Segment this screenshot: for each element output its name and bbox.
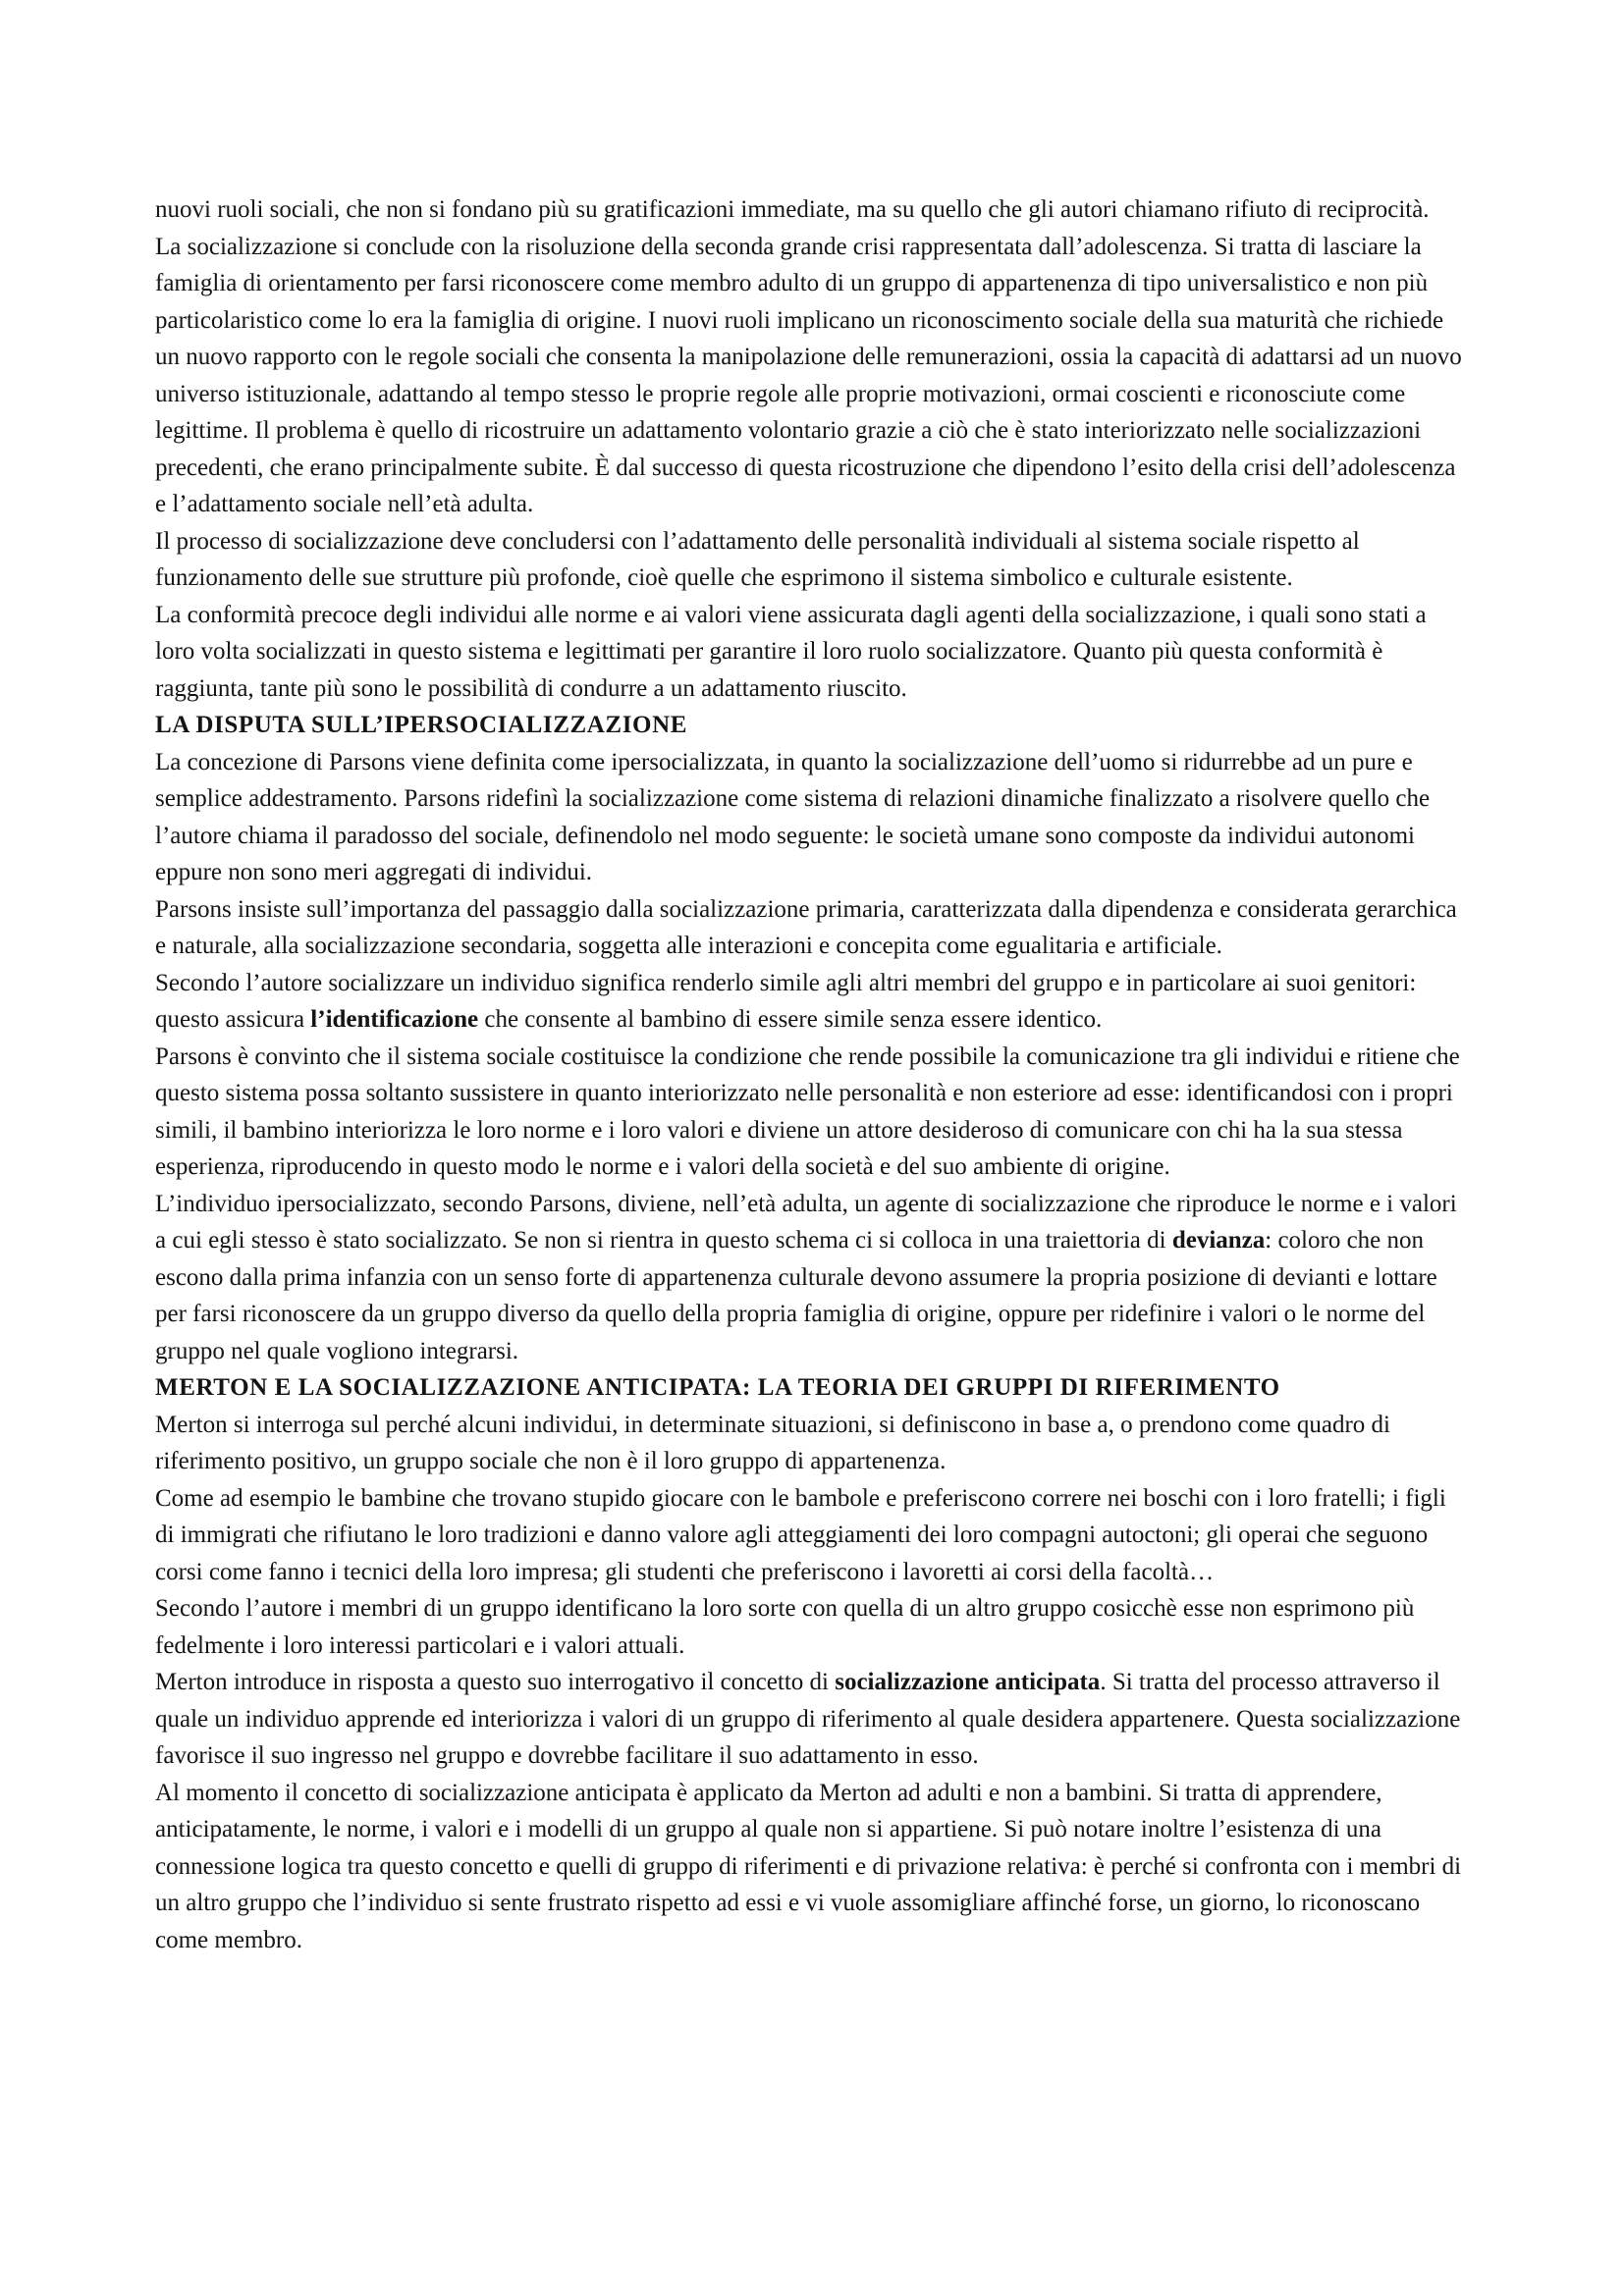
bold-term: devianza (1171, 1227, 1266, 1254)
paragraph-adolescence-crisis (155, 229, 1471, 523)
text-run: La socializzazione si conclude con la risoluzione della seconda grande crisi rappresentata dall’adolescenza. Si tratta di lasciare la famiglia di orientamento per farsi riconoscere come membro adulto di un gruppo di appartenenza di tipo universalistico e non più particolaristico come lo era la famiglia di origine. I nuovi ruoli implicano un riconoscimento sociale della sua maturità che richiede un nuovo rapporto con le regole sociali che consenta la manipolazione delle remunerazioni, ossia la capacità di adattarsi ad un nuovo universo istituzionale, adattando al tempo stesso le proprie regole alle proprie motivazioni, ormai coscienti e riconosciute come legittime. Il problema è quello di ricostruire un adattamento volontario grazie a ciò che è stato interiorizzato nelle socializzazioni precedenti, che erano principalmente subite. È dal successo di questa ricostruzione che dipendono l’esito della crisi dell’adolescenza e l’adattamento sociale nell’età adulta. (155, 233, 1462, 517)
paragraph-deviance (155, 1186, 1471, 1370)
heading-merton (155, 1369, 1471, 1407)
text-run: nuovi ruoli sociali, che non si fondano più su gratificazioni immediate, ma su quello che gli autori chiamano rifiuto di reciprocità. (155, 196, 1430, 223)
text-run: Secondo l’autore i membri di un gruppo identificano la loro sorte con quella di un altro gruppo cosicchè esse non esprimono più fedelmente i loro interessi particolari e i valori attuali. (155, 1595, 1415, 1659)
text-run: Al momento il concetto di socializzazione anticipata è applicato da Merton ad adulti e non a bambini. Si tratta di apprendere, anticipatamente, le norme, i valori e i modelli di un gruppo al quale non si appartiene. Si può notare inoltre l’esistenza di una connessione logica tra questo concetto e quelli di gruppo di riferimenti e di privazione relativa: è perché si confronta con i membri di un altro gruppo che l’individuo si sente frustrato rispetto ad essi e vi vuole assomigliare affinché forse, un giorno, lo riconoscano come membro. (155, 1779, 1462, 1953)
paragraph-reciprocity (155, 191, 1471, 229)
bold-term: socializzazione anticipata (835, 1669, 1101, 1695)
paragraph-adults (155, 1775, 1471, 1959)
text-run: La conformità precoce degli individui alle norme e ai valori viene assicurata dagli agenti della socializzazione, i quali sono stati a loro volta socializzati in questo sistema e legittimati per garantire il loro ruolo socializzatore. Quanto più questa conformità è raggiunta, tante più sono le possibilità di condurre a un adattamento riuscito. (155, 601, 1427, 702)
text-run: Il processo di socializzazione deve concludersi con l’adattamento delle personalità individuali al sistema sociale rispetto al funzionamento delle sue strutture più profonde, cioè quelle che esprimono il sistema simbolico e culturale esistente. (155, 527, 1360, 591)
paragraph-social-system (155, 1039, 1471, 1186)
text-run: Merton si interroga sul perché alcuni individui, in determinate situazioni, si definiscono in base a, o prendono come quadro di riferimento positivo, un gruppo sociale che non è il loro gruppo di appartenenza. (155, 1411, 1391, 1474)
text-run: Merton introduce in risposta a questo suo interrogativo il concetto di (155, 1669, 836, 1695)
text-run: Come ad esempio le bambine che trovano stupido giocare con le bambole e preferiscono correre nei boschi con i loro fratelli; i figli di immigrati che rifiutano le loro tradizioni e danno valore agli atteggiamenti dei loro compagni autoctoni; gli operai che seguono corsi come fanno i tecnici della loro impresa; gli studenti che preferiscono i lavoretti ai corsi della facoltà… (155, 1484, 1446, 1585)
text-run: Parsons insiste sull’importanza del passaggio dalla socializzazione primaria, caratterizzata dalla dipendenza e considerata gerarchica e naturale, alla socializzazione secondaria, soggetta alle interazioni e concepita come egualitaria e artificiale. (155, 895, 1457, 959)
text-run: L’individuo ipersocializzato, secondo Parsons, diviene, nell’età adulta, un agente di socializzazione che riproduce le norme e i valori a cui egli stesso è stato socializzato. Se non si rientra in questo schema ci si colloca in una traiettoria di (155, 1190, 1457, 1254)
paragraph-primary-secondary (155, 891, 1471, 965)
paragraph-anticipatory (155, 1664, 1471, 1775)
text-run: . Si tratta del processo attraverso il quale un individuo apprende ed interiorizza i valori di un gruppo di riferimento al quale desidera appartenere. Questa socializzazione favorisce il suo ingresso nel gruppo e dovrebbe facilitare il suo adattamento in esso. (155, 1669, 1461, 1769)
heading-ipersocializzazione (155, 707, 1471, 744)
paragraph-early-conformity (155, 597, 1471, 708)
text-run: che consente al bambino di essere simile senza essere identico. (478, 1006, 1103, 1033)
paragraph-group-fate (155, 1590, 1471, 1664)
text-run: Secondo l’autore socializzare un individuo significa renderlo simile agli altri membri del gruppo e in particolare ai suoi genitori: questo assicura (155, 969, 1417, 1033)
paragraph-identification (155, 965, 1471, 1039)
paragraph-parsons-conception (155, 744, 1471, 891)
text-run: : coloro che non escono dalla prima infanzia con un senso forte di appartenenza culturale devono assumere la propria posizione di devianti e lottare per farsi riconoscere da un gruppo diverso da quello della propria famiglia di origine, oppure per ridefinire i valori o le norme del gruppo nel quale vogliono integrarsi. (155, 1227, 1437, 1364)
bold-term: l’identificazione (310, 1006, 479, 1033)
text-run: LA DISPUTA SULL’IPERSOCIALIZZAZIONE (155, 712, 687, 738)
text-run: MERTON E LA SOCIALIZZAZIONE ANTICIPATA: LA TEORIA DEI GRUPPI DI RIFERIMENTO (155, 1374, 1280, 1401)
paragraph-socialization-process (155, 523, 1471, 597)
text-run: La concezione di Parsons viene definita come ipersocializzata, in quanto la socializzazione dell’uomo si ridurrebbe ad un pure e semplice addestramento. Parsons ridefinì la socializzazione come sistema di relazioni dinamiche finalizzato a risolvere quello che l’autore chiama il paradosso del sociale, definendolo nel modo seguente: le società umane sono composte da individui autonomi eppure non sono meri aggregati di individui. (155, 748, 1431, 885)
paragraph-examples (155, 1480, 1471, 1591)
document-page (155, 191, 1471, 1958)
paragraph-merton-question (155, 1407, 1471, 1480)
text-run: Parsons è convinto che il sistema sociale costituisce la condizione che rende possibile la comunicazione tra gli individui e ritiene che questo sistema possa soltanto sussistere in quanto interiorizzato nelle personalità e non esteriore ad esse: identificandosi con i propri simili, il bambino interiorizza le loro norme e i loro valori e diviene un attore desideroso di comunicare con chi ha la sua stessa esperienza, riproducendo in questo modo le norme e i valori della società e del suo ambiente di origine. (155, 1042, 1460, 1180)
